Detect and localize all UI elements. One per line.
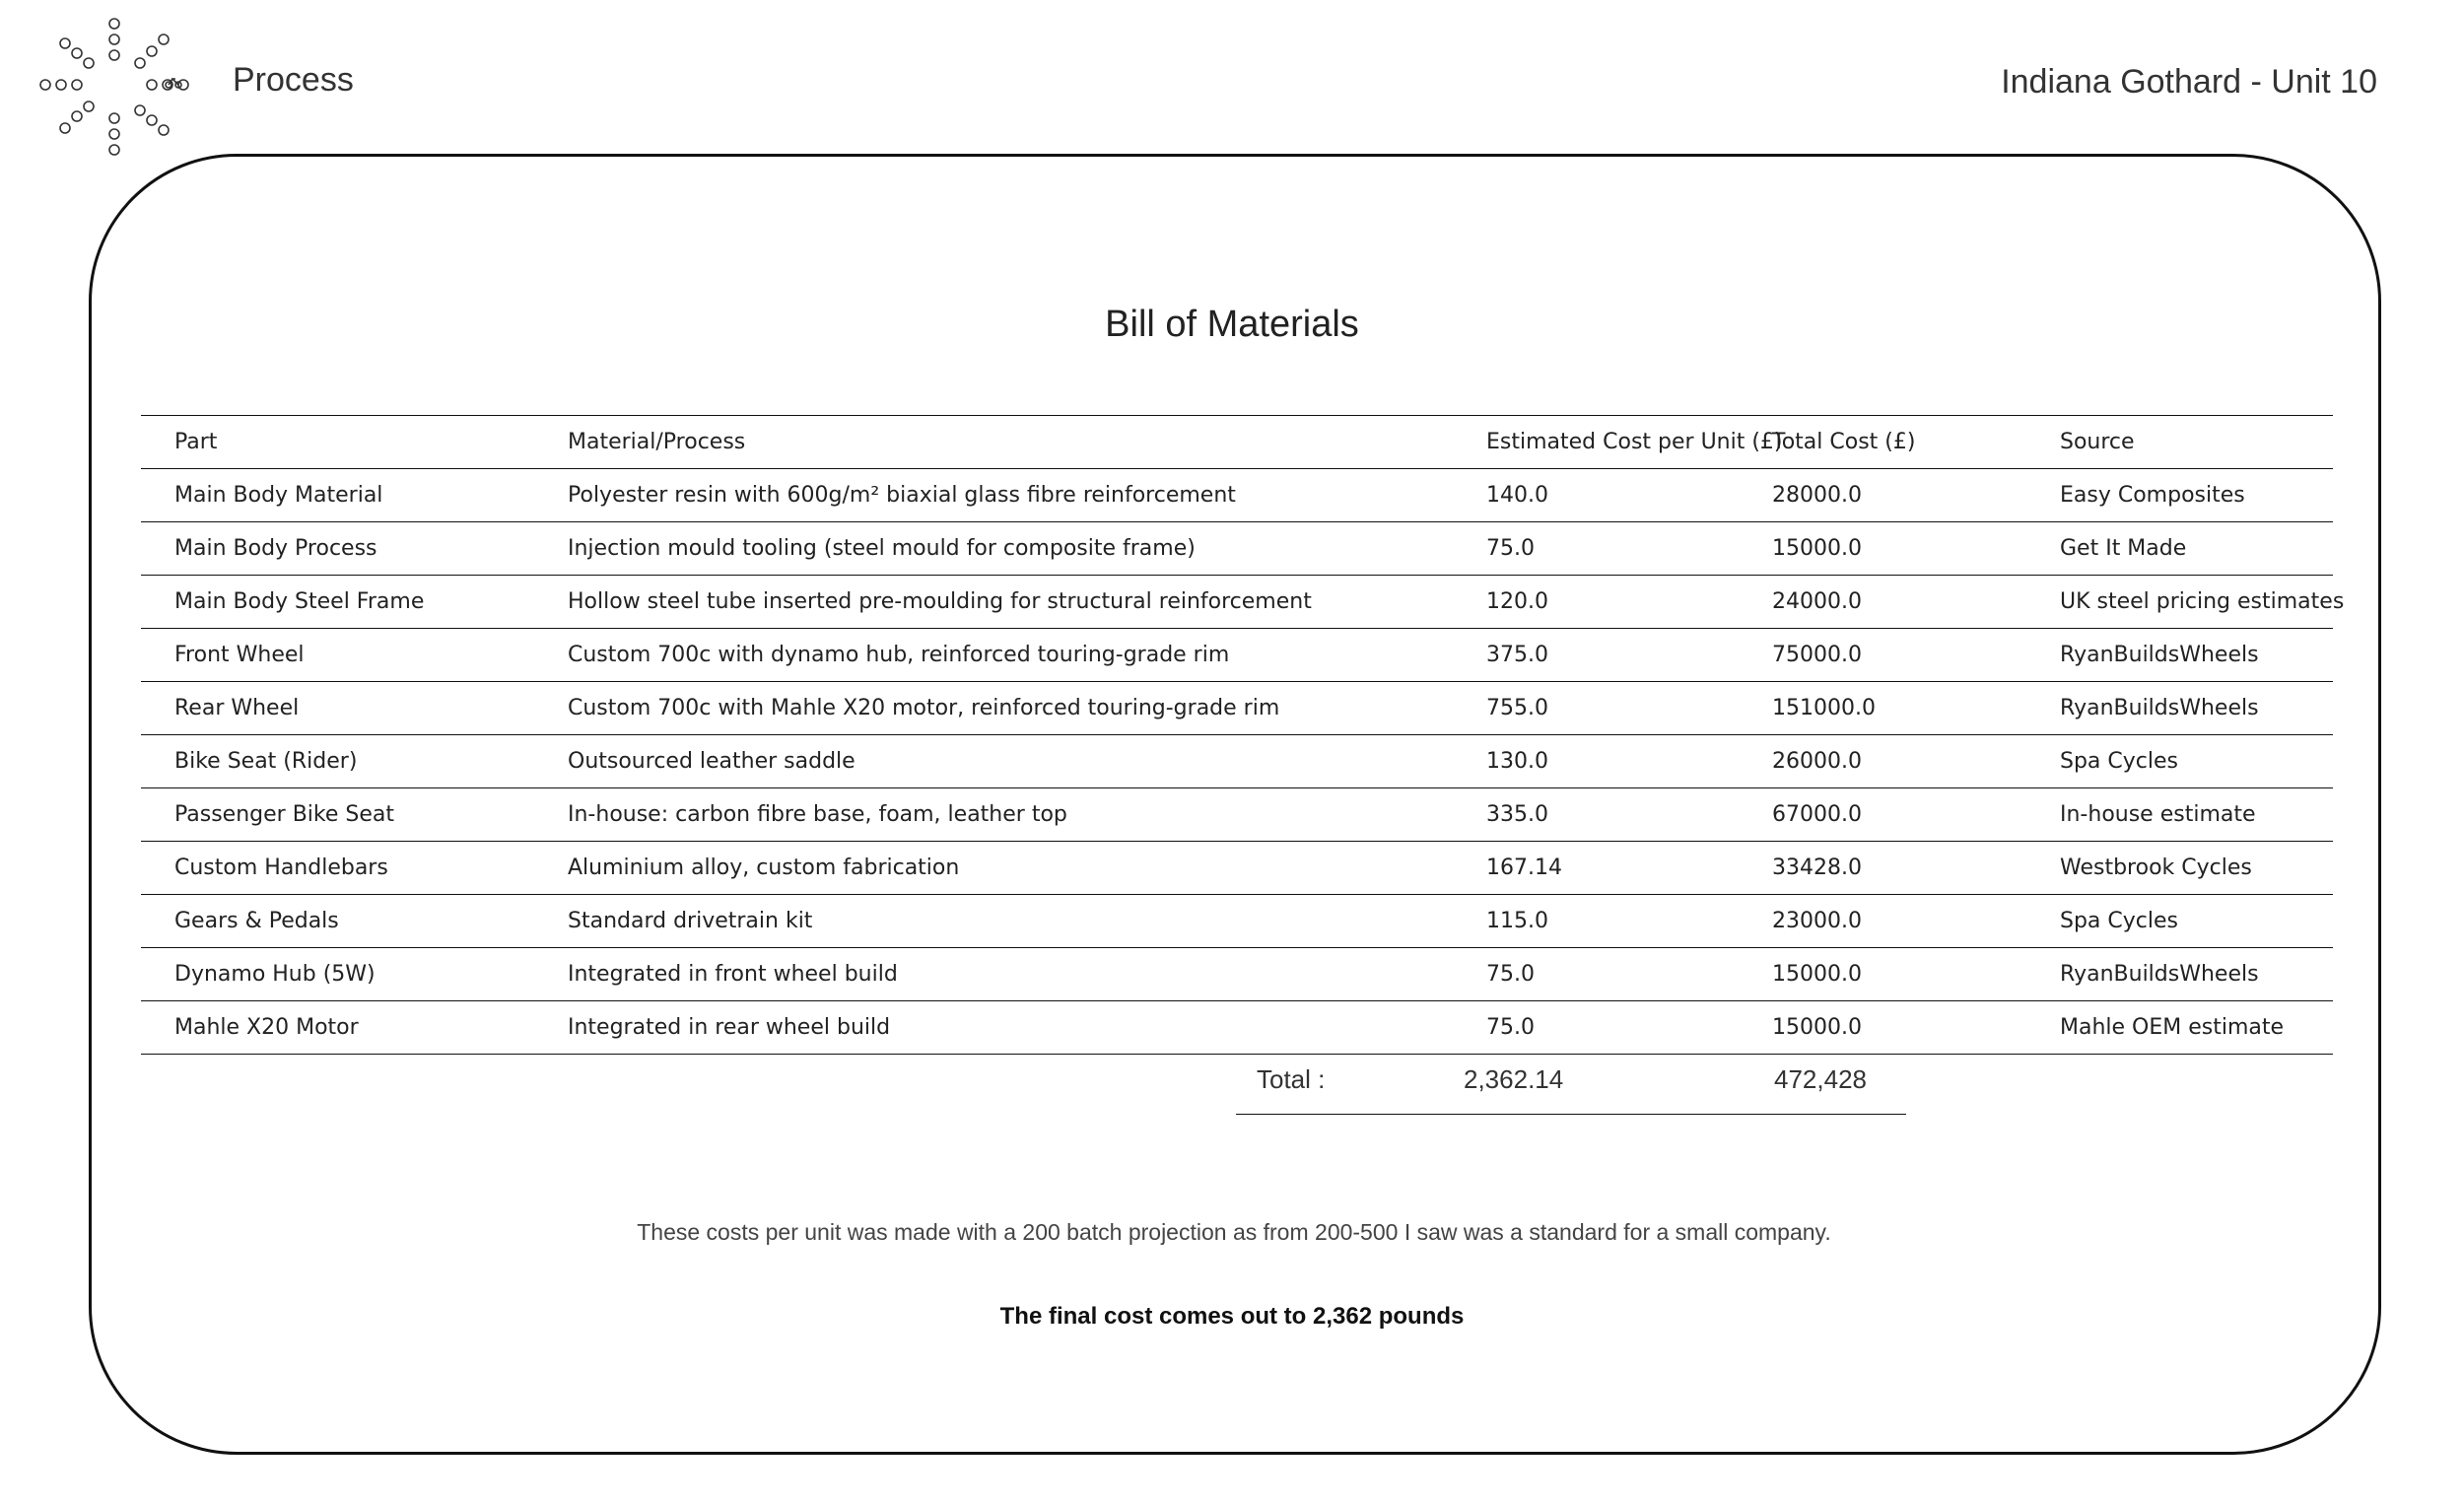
column-header-material: Material/Process	[568, 416, 1486, 469]
table-header-row	[141, 416, 2333, 469]
cell-total-cost: 67000.0	[1772, 788, 2060, 842]
cell-unit-cost: 140.0	[1486, 469, 1772, 522]
cell-total-cost: 15000.0	[1772, 1001, 2060, 1055]
cell-unit-cost: 335.0	[1486, 788, 1772, 842]
cell-material: Injection mould tooling (steel mould for composite frame)	[568, 522, 1486, 576]
cell-part: Passenger Bike Seat	[141, 788, 568, 842]
cell-material: Integrated in rear wheel build	[568, 1001, 1486, 1055]
cell-source: Spa Cycles	[2060, 735, 2333, 788]
cell-material: Custom 700c with Mahle X20 motor, reinforced touring-grade rim	[568, 682, 1486, 735]
cell-source: RyanBuildsWheels	[2060, 682, 2333, 735]
cell-part: Front Wheel	[141, 629, 568, 682]
cell-unit-cost: 130.0	[1486, 735, 1772, 788]
table-row	[141, 895, 2333, 948]
cell-part: Dynamo Hub (5W)	[141, 948, 568, 1001]
cell-material: Integrated in front wheel build	[568, 948, 1486, 1001]
bill-of-materials-table	[141, 415, 2345, 1055]
cell-source: RyanBuildsWheels	[2060, 948, 2333, 1001]
column-header-source: Source	[2060, 416, 2333, 469]
cell-part: Bike Seat (Rider)	[141, 735, 568, 788]
table-row	[141, 1001, 2333, 1055]
cell-total-cost: 15000.0	[1772, 522, 2060, 576]
column-header-total-cost: Total Cost (£)	[1772, 416, 2060, 469]
cell-source: In-house estimate	[2060, 788, 2333, 842]
table-row	[141, 522, 2333, 576]
cell-material: Aluminium alloy, custom fabrication	[568, 842, 1486, 895]
final-cost-statement: The final cost comes out to 2,362 pounds	[999, 1303, 1465, 1330]
cell-part: Main Body Material	[141, 469, 568, 522]
cell-source: UK steel pricing estimates	[2060, 576, 2333, 629]
cell-material: Polyester resin with 600g/m² biaxial glass fibre reinforcement	[568, 469, 1486, 522]
cell-unit-cost: 120.0	[1486, 576, 1772, 629]
table-row	[141, 788, 2333, 842]
cell-part: Mahle X20 Motor	[141, 1001, 568, 1055]
cell-source: Spa Cycles	[2060, 895, 2333, 948]
page-section-title: Process	[233, 61, 354, 99]
cell-total-cost: 26000.0	[1772, 735, 2060, 788]
cell-unit-cost: 75.0	[1486, 522, 1772, 576]
cell-total-cost: 24000.0	[1772, 576, 2060, 629]
cell-part: Rear Wheel	[141, 682, 568, 735]
cell-unit-cost: 755.0	[1486, 682, 1772, 735]
batch-projection-note: These costs per unit was made with a 200 batch projection as from 200-500 I saw was a standard for a small company.	[637, 1219, 1831, 1245]
column-header-unit-cost: Estimated Cost per Unit (£)	[1486, 416, 1772, 469]
total-label: Total :	[1257, 1064, 1326, 1094]
bicycle-dot-wheel-logo	[37, 18, 195, 156]
cell-material: Outsourced leather saddle	[568, 735, 1486, 788]
cell-total-cost: 33428.0	[1772, 842, 2060, 895]
cell-source: Easy Composites	[2060, 469, 2333, 522]
cell-source: Westbrook Cycles	[2060, 842, 2333, 895]
author-unit-label: Indiana Gothard - Unit 10	[2001, 63, 2377, 101]
cell-unit-cost: 167.14	[1486, 842, 1772, 895]
table-row	[141, 842, 2333, 895]
cell-part: Custom Handlebars	[141, 842, 568, 895]
cell-unit-cost: 115.0	[1486, 895, 1772, 948]
cell-material: Custom 700c with dynamo hub, reinforced touring-grade rim	[568, 629, 1486, 682]
cell-material: In-house: carbon fibre base, foam, leather top	[568, 788, 1486, 842]
table-row	[141, 682, 2333, 735]
document-title: Bill of Materials	[1105, 304, 1359, 345]
column-header-part: Part	[141, 416, 568, 469]
cell-part: Gears & Pedals	[141, 895, 568, 948]
cell-material: Hollow steel tube inserted pre-moulding for structural reinforcement	[568, 576, 1486, 629]
cell-total-cost: 151000.0	[1772, 682, 2060, 735]
table-row	[141, 948, 2333, 1001]
cell-total-cost: 75000.0	[1772, 629, 2060, 682]
table-row	[141, 735, 2333, 788]
cell-part: Main Body Steel Frame	[141, 576, 568, 629]
cell-total-cost: 23000.0	[1772, 895, 2060, 948]
cell-source: Get It Made	[2060, 522, 2333, 576]
cell-total-cost: 15000.0	[1772, 948, 2060, 1001]
cell-unit-cost: 75.0	[1486, 948, 1772, 1001]
cell-source: RyanBuildsWheels	[2060, 629, 2333, 682]
cell-source: Mahle OEM estimate	[2060, 1001, 2333, 1055]
cell-unit-cost: 75.0	[1486, 1001, 1772, 1055]
cell-total-cost: 28000.0	[1772, 469, 2060, 522]
table-row	[141, 576, 2333, 629]
table-row	[141, 629, 2333, 682]
cell-part: Main Body Process	[141, 522, 568, 576]
cell-material: Standard drivetrain kit	[568, 895, 1486, 948]
total-underline	[1236, 1114, 1906, 1115]
total-unit-cost: 2,362.14	[1464, 1064, 1564, 1094]
total-grand-cost: 472,428	[1774, 1064, 1867, 1094]
cell-unit-cost: 375.0	[1486, 629, 1772, 682]
table-row	[141, 469, 2333, 522]
